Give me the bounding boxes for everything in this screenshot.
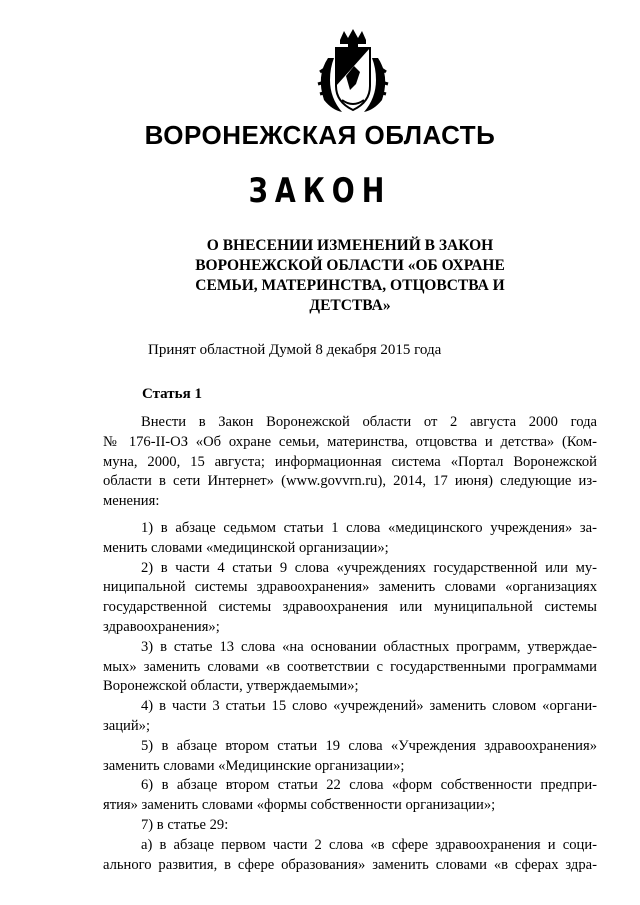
- list-item: [103, 559, 597, 638]
- article-intro-paragraph: [103, 413, 597, 512]
- law-title-line: ВОРОНЕЖСКОЙ ОБЛАСТИ «ОБ ОХРАНЕ: [195, 257, 505, 274]
- list-item: [103, 816, 597, 836]
- paragraph-line: Воронежской области, утверждаемыми»;: [103, 678, 359, 695]
- list-item: [103, 519, 597, 559]
- paragraph-line: ниципальной системы здравоохранения» заменить словами «организациях: [103, 579, 597, 596]
- paragraph-line: заций»;: [103, 717, 151, 734]
- paragraph-line: № 176-II-ОЗ «Об охране семьи, материнства, отцовства и детства» (Ком-: [103, 433, 597, 450]
- list-item: [103, 836, 597, 876]
- amendment-list: [103, 519, 597, 875]
- paragraph-line: ального развития, в сфере образования» заменить словами «в сферах здра-: [103, 856, 597, 873]
- law-title-line: О ВНЕСЕНИИ ИЗМЕНЕНИЙ В ЗАКОН: [206, 237, 494, 254]
- article-heading: Статья 1: [142, 386, 202, 402]
- paragraph-line: здравоохранения»;: [103, 618, 220, 635]
- paragraph-line: 4) в части 3 статьи 15 слово «учреждений» заменить словом «органи-: [141, 698, 597, 715]
- paragraph-line: 2) в части 4 статьи 9 слова «учреждениях государственной или му-: [141, 559, 597, 576]
- coat-of-arms-emblem-icon: [310, 28, 396, 116]
- paragraph-line: муна, 2000, 15 августа; информационная система «Портал Воронежской: [103, 453, 597, 470]
- list-item: [103, 776, 597, 816]
- document-type-heading: ЗАКОН: [248, 172, 392, 211]
- list-item: [103, 737, 597, 777]
- paragraph-line: 5) в абзаце втором статьи 19 слова «Учреждения здравоохранения»: [141, 737, 597, 754]
- paragraph-line: 7) в статье 29:: [141, 816, 229, 833]
- paragraph-line: заменить словами «Медицинские организации»;: [103, 757, 405, 774]
- law-title-line: ДЕТСТВА»: [309, 297, 391, 314]
- paragraph-line: 6) в абзаце втором статьи 22 слова «форм собственности предпри-: [141, 777, 597, 794]
- law-title-line: СЕМЬИ, МАТЕРИНСТВА, ОТЦОВСТВА И: [195, 277, 505, 294]
- paragraph-line: 1) в абзаце седьмом статьи 1 слова «медицинского учреждения» за-: [141, 520, 597, 536]
- paragraph-line: Внести в Закон Воронежской области от 2 августа 2000 года: [141, 414, 597, 430]
- region-heading: ВОРОНЕЖСКАЯ ОБЛАСТЬ: [144, 120, 496, 150]
- paragraph-line: ятия» заменить словами «формы собственности организации»;: [103, 797, 496, 814]
- list-item: [103, 638, 597, 697]
- paragraph-line: государственной системы здравоохранения или муниципальной системы: [103, 599, 597, 616]
- list-item: [103, 697, 597, 737]
- paragraph-line: менить словами «медицинской организации»;: [103, 539, 389, 556]
- law-title: [180, 236, 520, 316]
- paragraph-line: а) в абзаце первом части 2 слова «в сфере здравоохранения и соци-: [141, 836, 597, 853]
- paragraph-line: области в сети Интернет» (www.govvrn.ru), 2014, 17 июня) следующие из-: [103, 473, 597, 490]
- paragraph-line: 3) в статье 13 слова «на основании областных программ, утверждае-: [141, 638, 597, 655]
- paragraph-line: мых» заменить словами «в соответствии с государственными программами: [103, 658, 597, 675]
- paragraph-line: менения:: [103, 493, 160, 510]
- adoption-date-text: Принят областной Думой 8 декабря 2015 года: [148, 342, 442, 358]
